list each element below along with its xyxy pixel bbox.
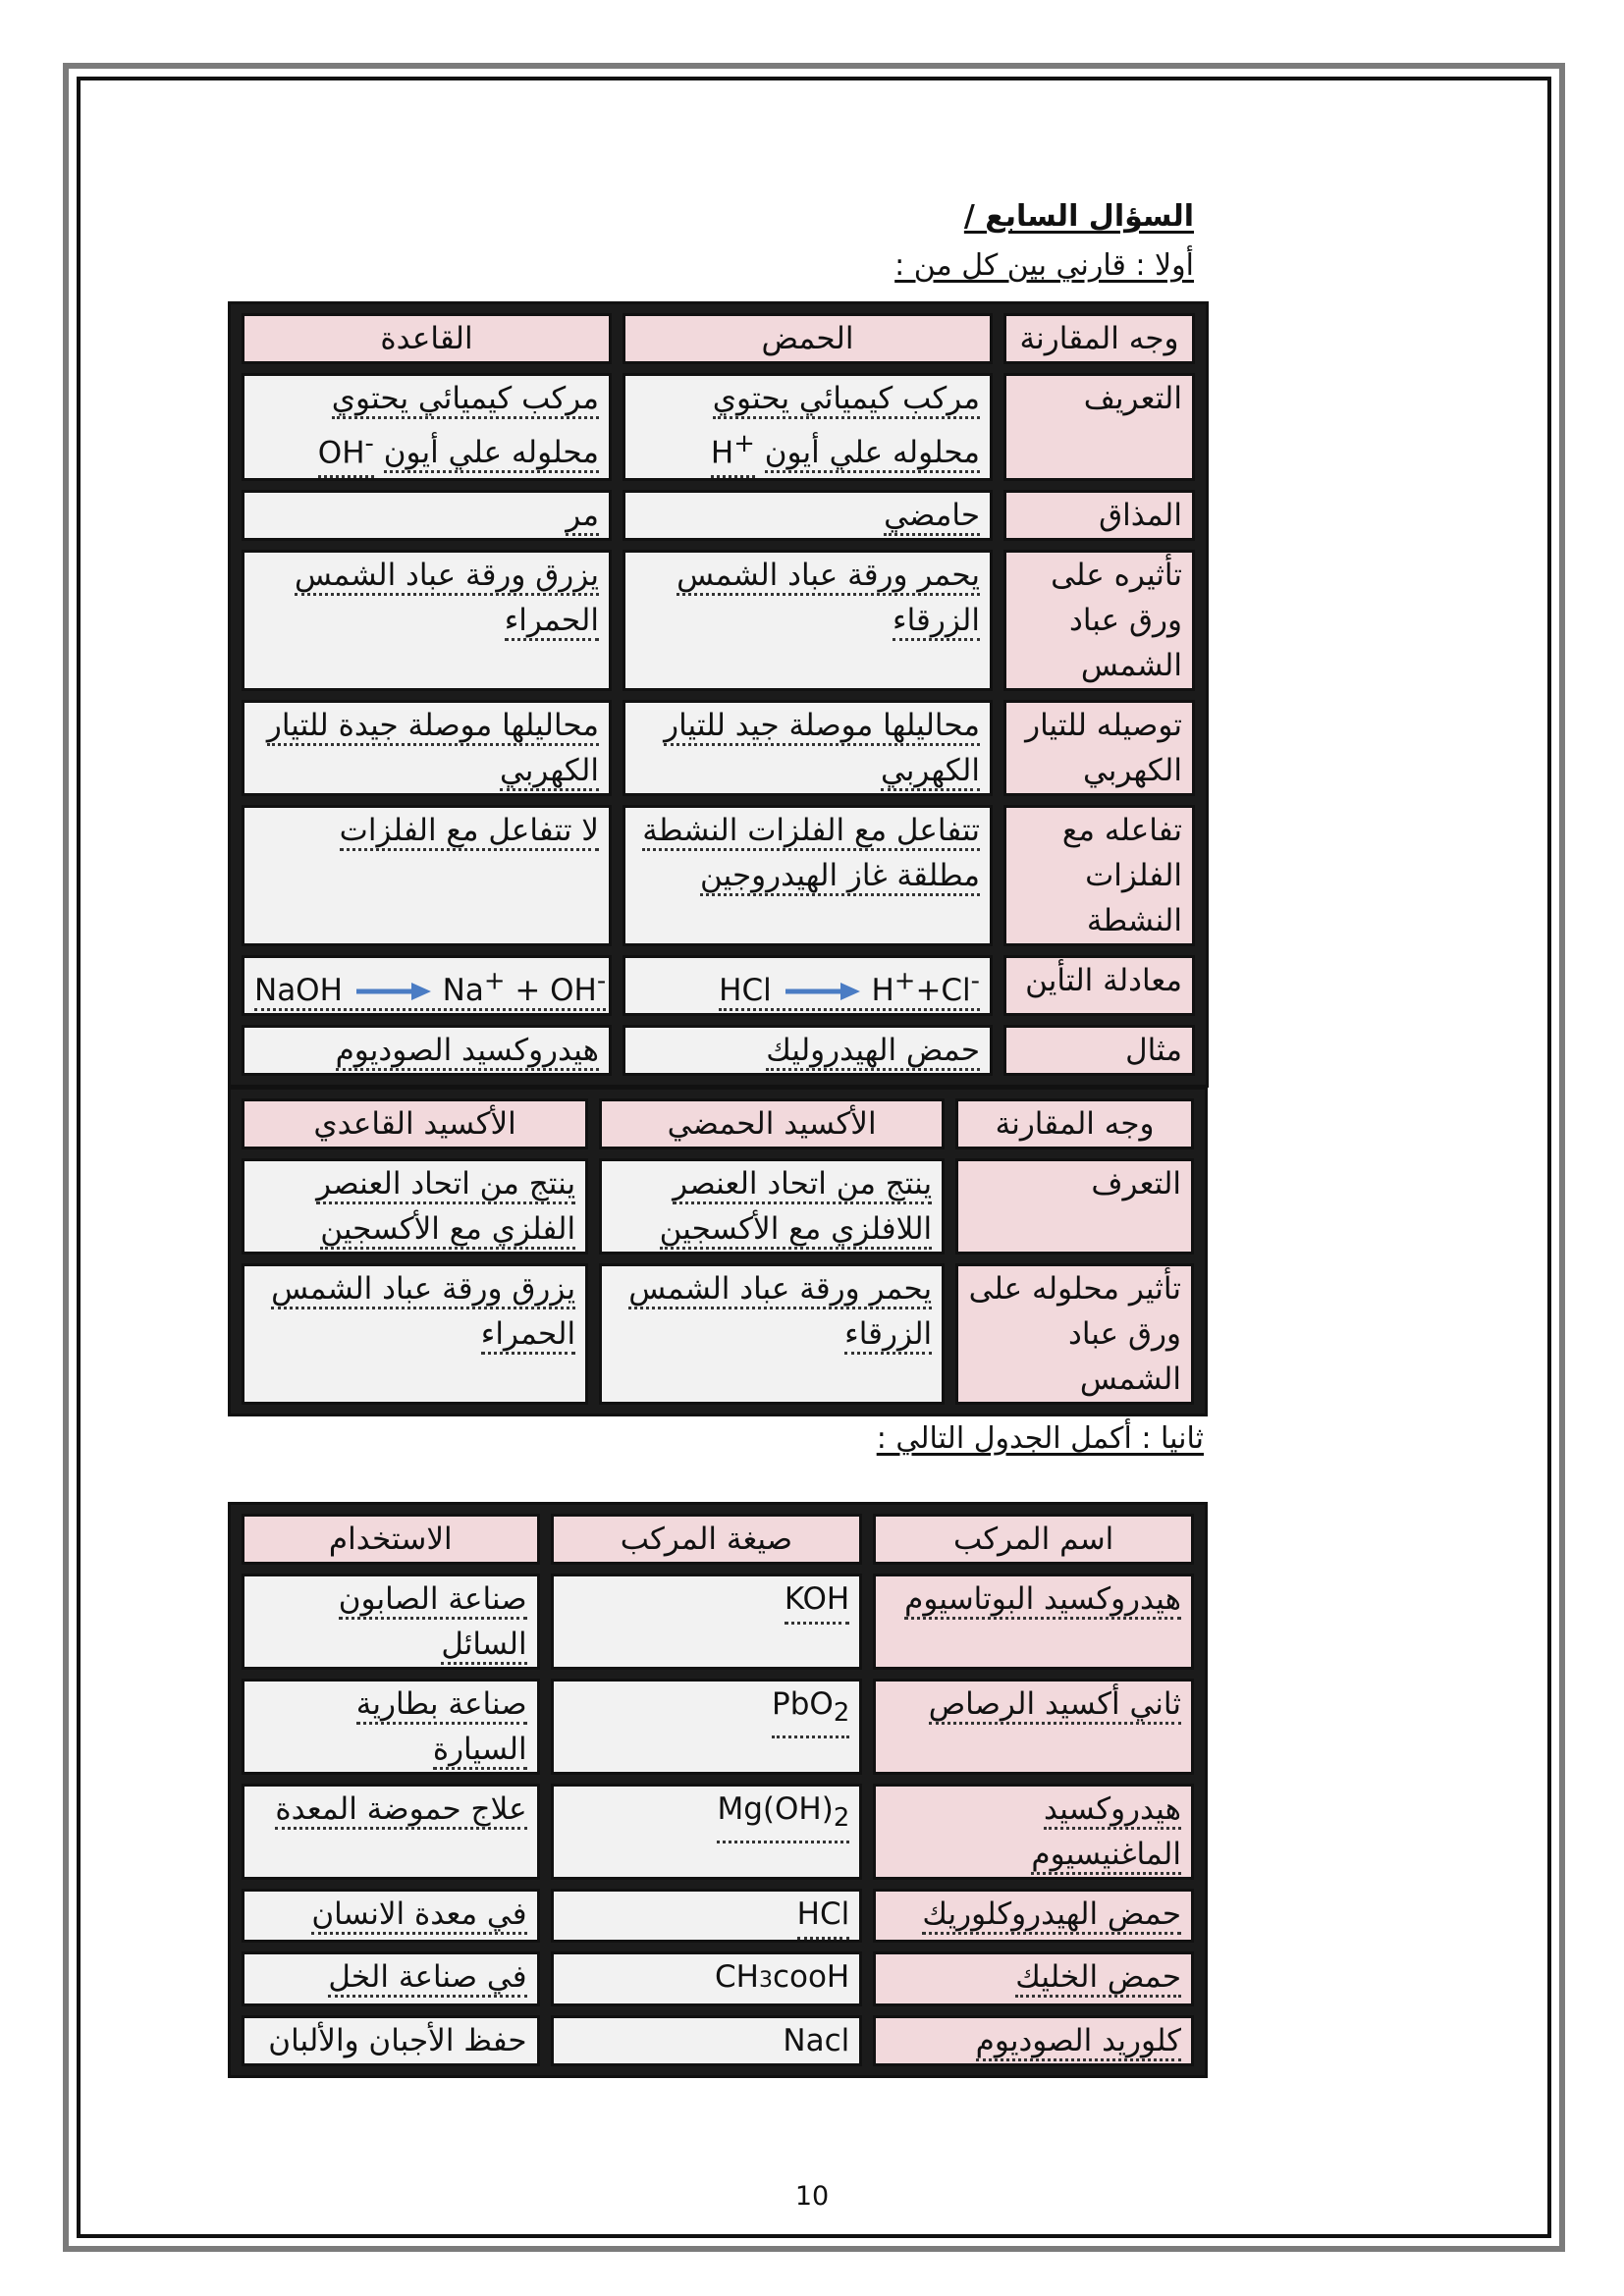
compound-formula: HCl (551, 1889, 863, 1943)
row-label-example: مثال (1003, 1025, 1195, 1076)
acid-definition: مركب كيميائي يحتوي محلوله علي أيون H+ (623, 373, 993, 481)
table-row (242, 955, 1195, 1015)
arrow-right-icon (352, 981, 433, 1002)
acid-ionization-equation: HCl H++Cl- (623, 955, 993, 1015)
header-compound-name: اسم المركب (873, 1514, 1194, 1565)
header-comparison: وجه المقارنة (1003, 313, 1195, 364)
table-row (242, 373, 1195, 481)
table-row (242, 1679, 1194, 1775)
compound-use: حفظ الأجبان والألبان (242, 2015, 540, 2066)
table-row (242, 1098, 1194, 1149)
page-number: 10 (794, 2181, 830, 2212)
acid-conductivity: محاليلها موصلة جيد للتيار الكهربي (623, 700, 993, 796)
header-acid: الحمض (623, 313, 993, 364)
base-conductivity: محاليلها موصلة جيدة للتيار الكهربي (242, 700, 612, 796)
row-label-definition: التعرف (955, 1158, 1194, 1255)
acid-metals: تتفاعل مع الفلزات النشطة مطلقة غاز الهيدروجين (623, 805, 993, 946)
table-row (242, 1951, 1194, 2006)
compound-formula: $Mg(OH)_2$ (551, 1784, 863, 1880)
header-compound-formula: صيغة المركب (551, 1514, 863, 1565)
compound-formula: PbO$_2$ (551, 1679, 863, 1775)
compound-name: هيدروكسيد البوتاسيوم (873, 1574, 1194, 1670)
part1-title: أولا : قارني بين كل من : (894, 248, 1194, 283)
header-comparison: وجه المقارنة (955, 1098, 1194, 1149)
compound-use: صناعة بطارية السيارة (242, 1679, 540, 1775)
table-row (242, 1514, 1194, 1565)
compound-use: في صناعة الخل (242, 1951, 540, 2006)
row-label-metals: تفاعله مع الفلزات النشطة (1003, 805, 1195, 946)
row-label-litmus: تأثير محلوله على ورق عباد الشمس (955, 1263, 1194, 1405)
compound-use: صناعة الصابون السائل (242, 1574, 540, 1670)
row-label-taste: المذاق (1003, 490, 1195, 541)
table-row (242, 1889, 1194, 1943)
compound-name: ثاني أكسيد الرصاص (873, 1679, 1194, 1775)
base-example: هيدروكسيد الصوديوم (242, 1025, 612, 1076)
row-label-conductivity: توصيله للتيار الكهربي (1003, 700, 1195, 796)
oxides-table (228, 1087, 1208, 1416)
acid-base-table (228, 301, 1209, 1088)
compound-name: كلوريد الصوديوم (873, 2015, 1194, 2066)
base-taste: مر (242, 490, 612, 541)
base-metals: لا تتفاعل مع الفلزات (242, 805, 612, 946)
compound-use: في معدة الانسان (242, 1889, 540, 1943)
row-label-ionization: معادلة التأين (1003, 955, 1195, 1015)
compound-formula: KOH (551, 1574, 863, 1670)
table-row (242, 490, 1195, 541)
compound-formula: CH3cooH (551, 1951, 863, 2006)
table-row (242, 313, 1195, 364)
table-row (242, 1158, 1194, 1255)
table-row (242, 550, 1195, 691)
acid-litmus: يحمر ورقة عباد الشمس الزرقاء (623, 550, 993, 691)
table-row (242, 1574, 1194, 1670)
compound-name: حمض الخليك (873, 1951, 1194, 2006)
acidic-oxide-definition: ينتج من اتحاد العنصر اللافلزي مع الأكسجين (599, 1158, 945, 1255)
acid-taste: حامضي (623, 490, 993, 541)
base-litmus: يزرق ورقة عباد الشمس الحمراء (242, 550, 612, 691)
table-row (242, 805, 1195, 946)
row-label-definition: التعريف (1003, 373, 1195, 481)
acidic-oxide-litmus: يحمر ورقة عباد الشمس الزرقاء (599, 1263, 945, 1405)
compounds-table (228, 1502, 1208, 2078)
table-row (242, 1784, 1194, 1880)
arrow-right-icon (782, 981, 862, 1002)
basic-oxide-litmus: يزرق ورقة عباد الشمس الحمراء (242, 1263, 588, 1405)
compound-formula: Nacl (551, 2015, 863, 2066)
row-label-litmus: تأثيره على ورق عباد الشمس (1003, 550, 1195, 691)
table-row (242, 700, 1195, 796)
part2-title: ثانيا : أكمل الجدول التالي : (876, 1421, 1204, 1456)
table-row (242, 1025, 1195, 1076)
compound-name: حمض الهيدروكلوريك (873, 1889, 1194, 1943)
header-basic-oxide: الأكسيد القاعدي (242, 1098, 588, 1149)
question-title: السؤال السابع / (963, 199, 1194, 234)
table-row (242, 1263, 1194, 1405)
header-base: القاعدة (242, 313, 612, 364)
header-acidic-oxide: الأكسيد الحمضي (599, 1098, 945, 1149)
header-compound-use: الاستخدام (242, 1514, 540, 1565)
basic-oxide-definition: ينتج من اتحاد العنصر الفلزي مع الأكسجين (242, 1158, 588, 1255)
table-row (242, 2015, 1194, 2066)
acid-example: حمض الهيدروليك (623, 1025, 993, 1076)
base-ionization-equation: NaOH Na+ + OH- (242, 955, 612, 1015)
compound-use: علاج حموضة المعدة (242, 1784, 540, 1880)
compound-name: هيدروكسيد الماغنيسيوم (873, 1784, 1194, 1880)
base-definition: مركب كيميائي يحتوي محلوله علي أيون OH- (242, 373, 612, 481)
